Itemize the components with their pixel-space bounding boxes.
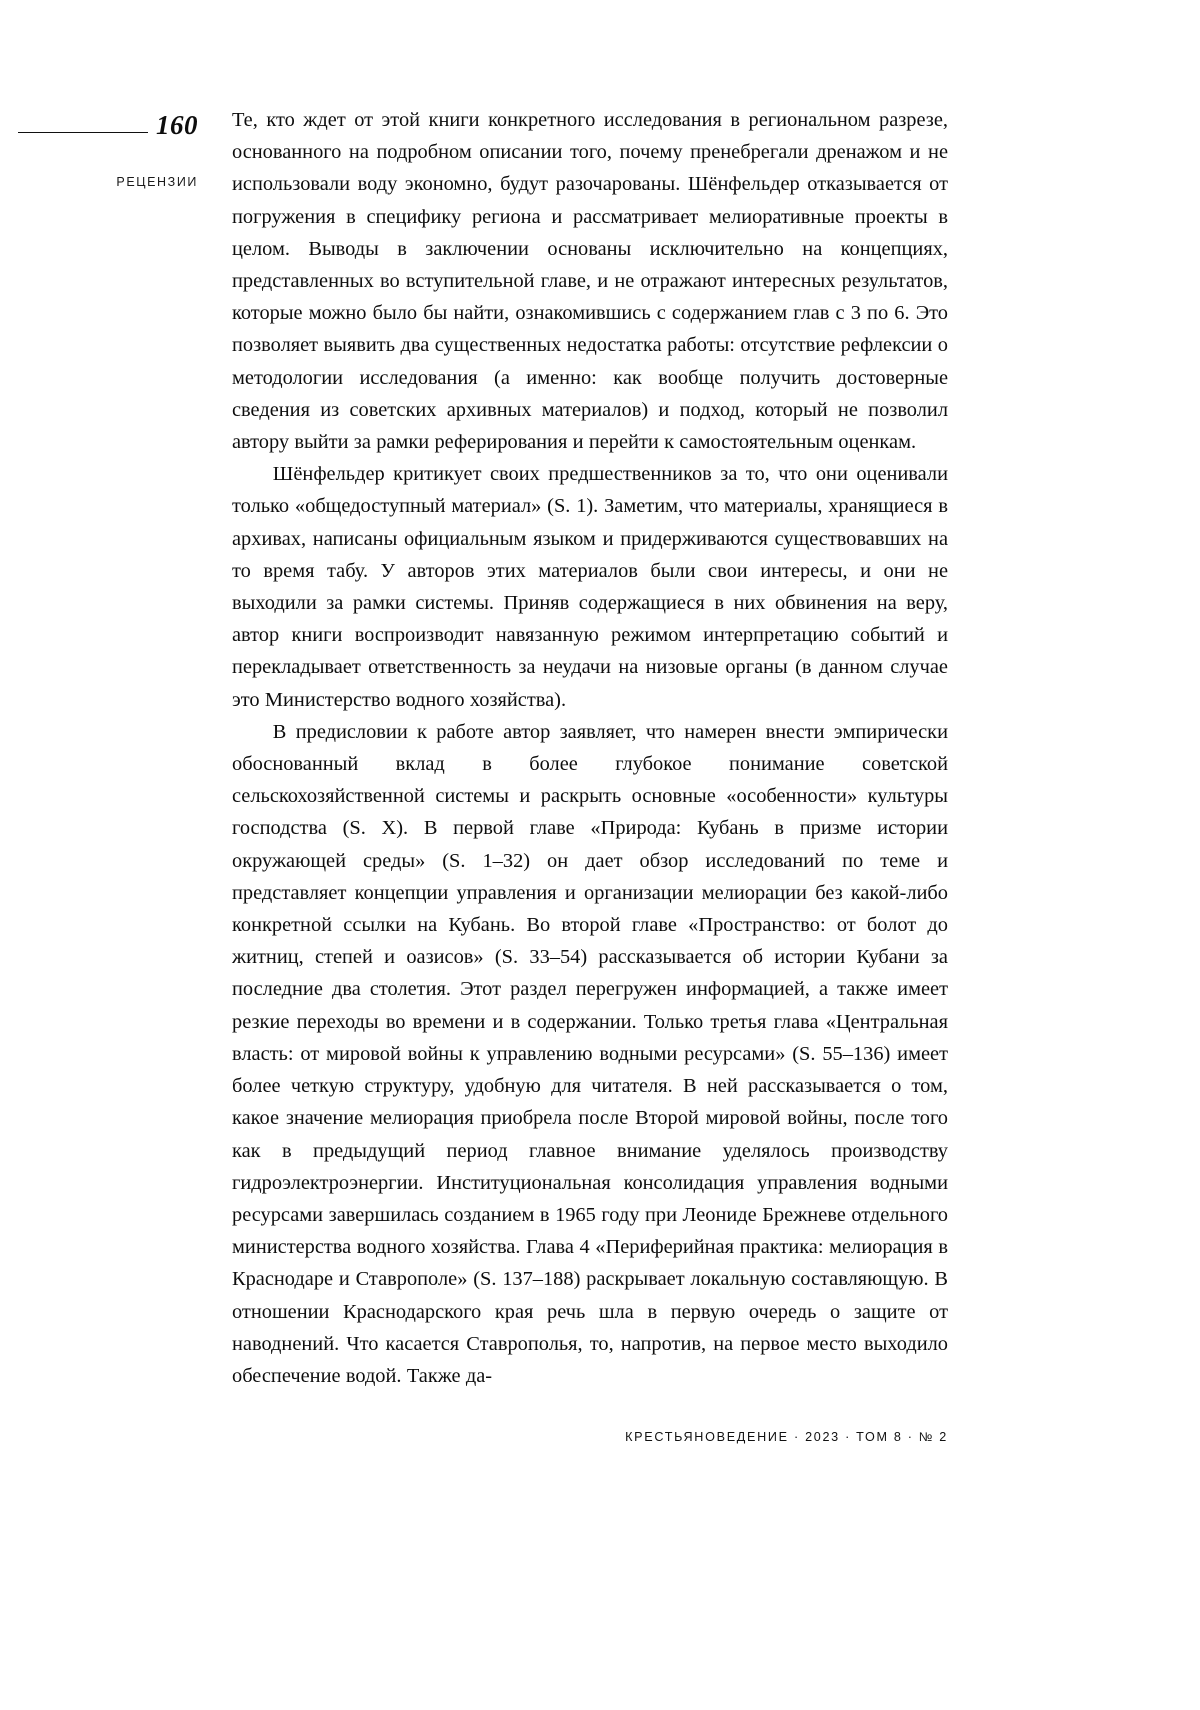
page-margin-block xyxy=(0,112,210,189)
body-text-column xyxy=(232,104,948,1392)
page-number: 160 xyxy=(156,110,198,140)
section-label: РЕЦЕНЗИИ xyxy=(116,175,198,189)
paragraph-2: Шёнфельдер критикует своих предшественников за то, что они оценивали только «общедоступный материал» (S. 1). Заметим, что материалы, хранящиеся в архивах, написаны официальным языком и придерживаются существовавших на то время табу. У авторов этих материалов были свои интересы, и они не выходили за рамки системы. Приняв содержащиеся в них обвинения на веру, автор книги воспроизводит навязанную режимом интерпретацию событий и перекладывает ответственность за неудачи на низовые органы (в данном случае это Министерство водного хозяйства). xyxy=(232,463,948,711)
folio-rule xyxy=(18,132,148,133)
paragraph-3: В предисловии к работе автор заявляет, что намерен внести эмпирически обоснованный вклад в более глубокое понимание советской сельскохозяйственной системы и раскрыть основные «особенности» культуры господства (S. X). В первой главе «Природа: Кубань в призме истории окружающей среды» (S. 1–32) он дает обзор исследований по теме и представляет концепции управления и организации мелиорации без какой-либо конкретной ссылки на Кубань. Во второй главе «Пространство: от болот до житниц, степей и оазисов» (S. 33–54) рассказывается об истории Кубани за последние два столетия. Этот раздел перегружен информацией, а также имеет резкие переходы во времени и в содержании. Только третья глава «Центральная власть: от мировой войны к управлению водными ресурсами» (S. 55–136) имеет более четкую структуру, удобную для читателя. В ней рассказывается о том, какое значение мелиорация приобрела после Второй мировой войны, после того как в предыдущий период главное внимание уделялось производству гидроэлектроэнергии. Институциональная консолидация управления водными ресурсами завершилась созданием в 1965 году при Леониде Брежневе отдельного министерства водного хозяйства. Глава 4 «Периферийная практика: мелиорация в Краснодаре и Ставрополе» (S. 137–188) раскрывает локальную составляющую. В отношении Краснодарского края речь шла в первую очередь о защите от наводнений. Что касается Ставрополья, то, напротив, на первое место выходило обеспечение водой. Также да- xyxy=(232,720,948,1387)
running-footer: КРЕСТЬЯНОВЕДЕНИЕ · 2023 · ТОМ 8 · № 2 xyxy=(625,1430,948,1444)
paragraph-1: Те, кто ждет от этой книги конкретного исследования в региональном разрезе, основанного на подробном описании того, почему пренебрегали дренажом и не использовали воду экономно, будут разочарованы. Шёнфельдер отказывается от погружения в специфику региона и рассматривает мелиоративные проекты в целом. Выводы в заключении основаны исключительно на концепциях, представленных во вступительной главе, и не отражают интересных результатов, которые можно было бы найти, ознакомившись с содержанием глав с 3 по 6. Это позволяет выявить два существенных недостатка работы: отсутствие рефлексии о методологии исследования (а именно: как вообще получить достоверные сведения из советских архивных материалов) и подход, который не позволил автору выйти за рамки реферирования и перейти к самостоятельным оценкам. xyxy=(232,109,948,454)
